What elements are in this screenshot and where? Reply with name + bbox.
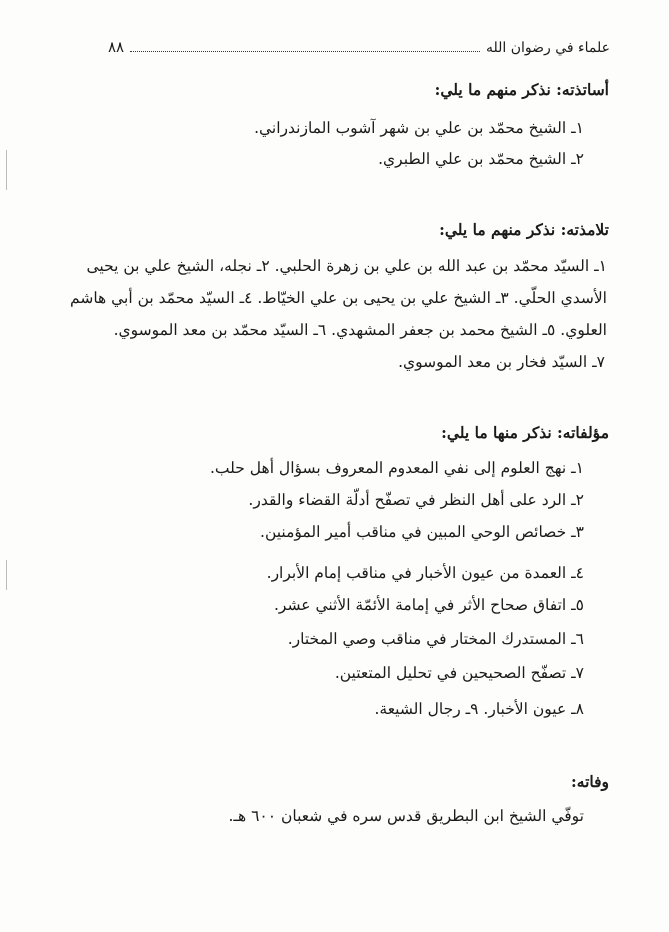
- students-paragraph-line: ٧ـ السيّد فخار بن معد الموسوي.: [398, 353, 605, 371]
- students-paragraph-line: ١ـ السيّد محمّد بن عبد الله بن علي بن زهرة الحلبي. ٢ـ نجله، الشيخ علي بن يحيى: [86, 257, 607, 275]
- work-item: ٣ـ خصائص الوحي المبين في مناقب أمير المؤمنين.: [260, 523, 584, 541]
- running-header: [108, 38, 610, 56]
- scan-edge-mark: [6, 150, 7, 190]
- students-paragraph-line: الأسدي الحلّي. ٣ـ الشيخ علي بن يحيى بن علي الخيّاط. ٤ـ السيّد محمّد بن أبي هاشم: [70, 289, 607, 307]
- death-text: توفّي الشيخ ابن البطريق قدس سره في شعبان ٦٠٠ هـ.: [228, 807, 584, 825]
- teacher-item: ٢ـ الشيخ محمّد بن علي الطبري.: [378, 150, 584, 168]
- work-item: ٥ـ اتفاق صحاح الأثر في إمامة الأئمّة الأثني عشر.: [273, 596, 584, 614]
- work-item: ١ـ نهج العلوم إلى نفي المعدوم المعروف بسؤال أهل حلب.: [210, 459, 584, 477]
- page-number: ٨٨: [108, 38, 125, 56]
- works-heading: مؤلفاته: نذكر منها ما يلي:: [441, 423, 609, 442]
- teacher-item: ١ـ الشيخ محمّد بن علي بن شهر آشوب المازندراني.: [254, 119, 584, 137]
- work-item: ٢ـ الرد على أهل النظر في تصفّح أدلّة القضاء والقدر.: [248, 491, 584, 509]
- work-item: ٨ـ عيون الأخبار. ٩ـ رجال الشيعة.: [374, 700, 584, 718]
- scan-edge-mark: [6, 560, 7, 590]
- death-heading: وفاته:: [571, 772, 609, 791]
- teachers-heading: أساتذته: نذكر منهم ما يلي:: [434, 80, 609, 99]
- header-dot-leader: [130, 50, 480, 52]
- work-item: ٤ـ العمدة من عيون الأخبار في مناقب إمام الأبرار.: [266, 564, 584, 582]
- header-title: علماء في رضوان الله: [486, 40, 610, 56]
- students-paragraph-line: العلوي. ٥ـ الشيخ محمد بن جعفر المشهدي. ٦ـ السيّد محمّد بن معد الموسوي.: [113, 321, 607, 339]
- work-item: ٧ـ تصفّح الصحيحين في تحليل المتعتين.: [334, 664, 584, 682]
- students-heading: تلامذته: نذكر منهم ما يلي:: [439, 220, 609, 239]
- work-item: ٦ـ المستدرك المختار في مناقب وصي المختار.: [287, 630, 584, 648]
